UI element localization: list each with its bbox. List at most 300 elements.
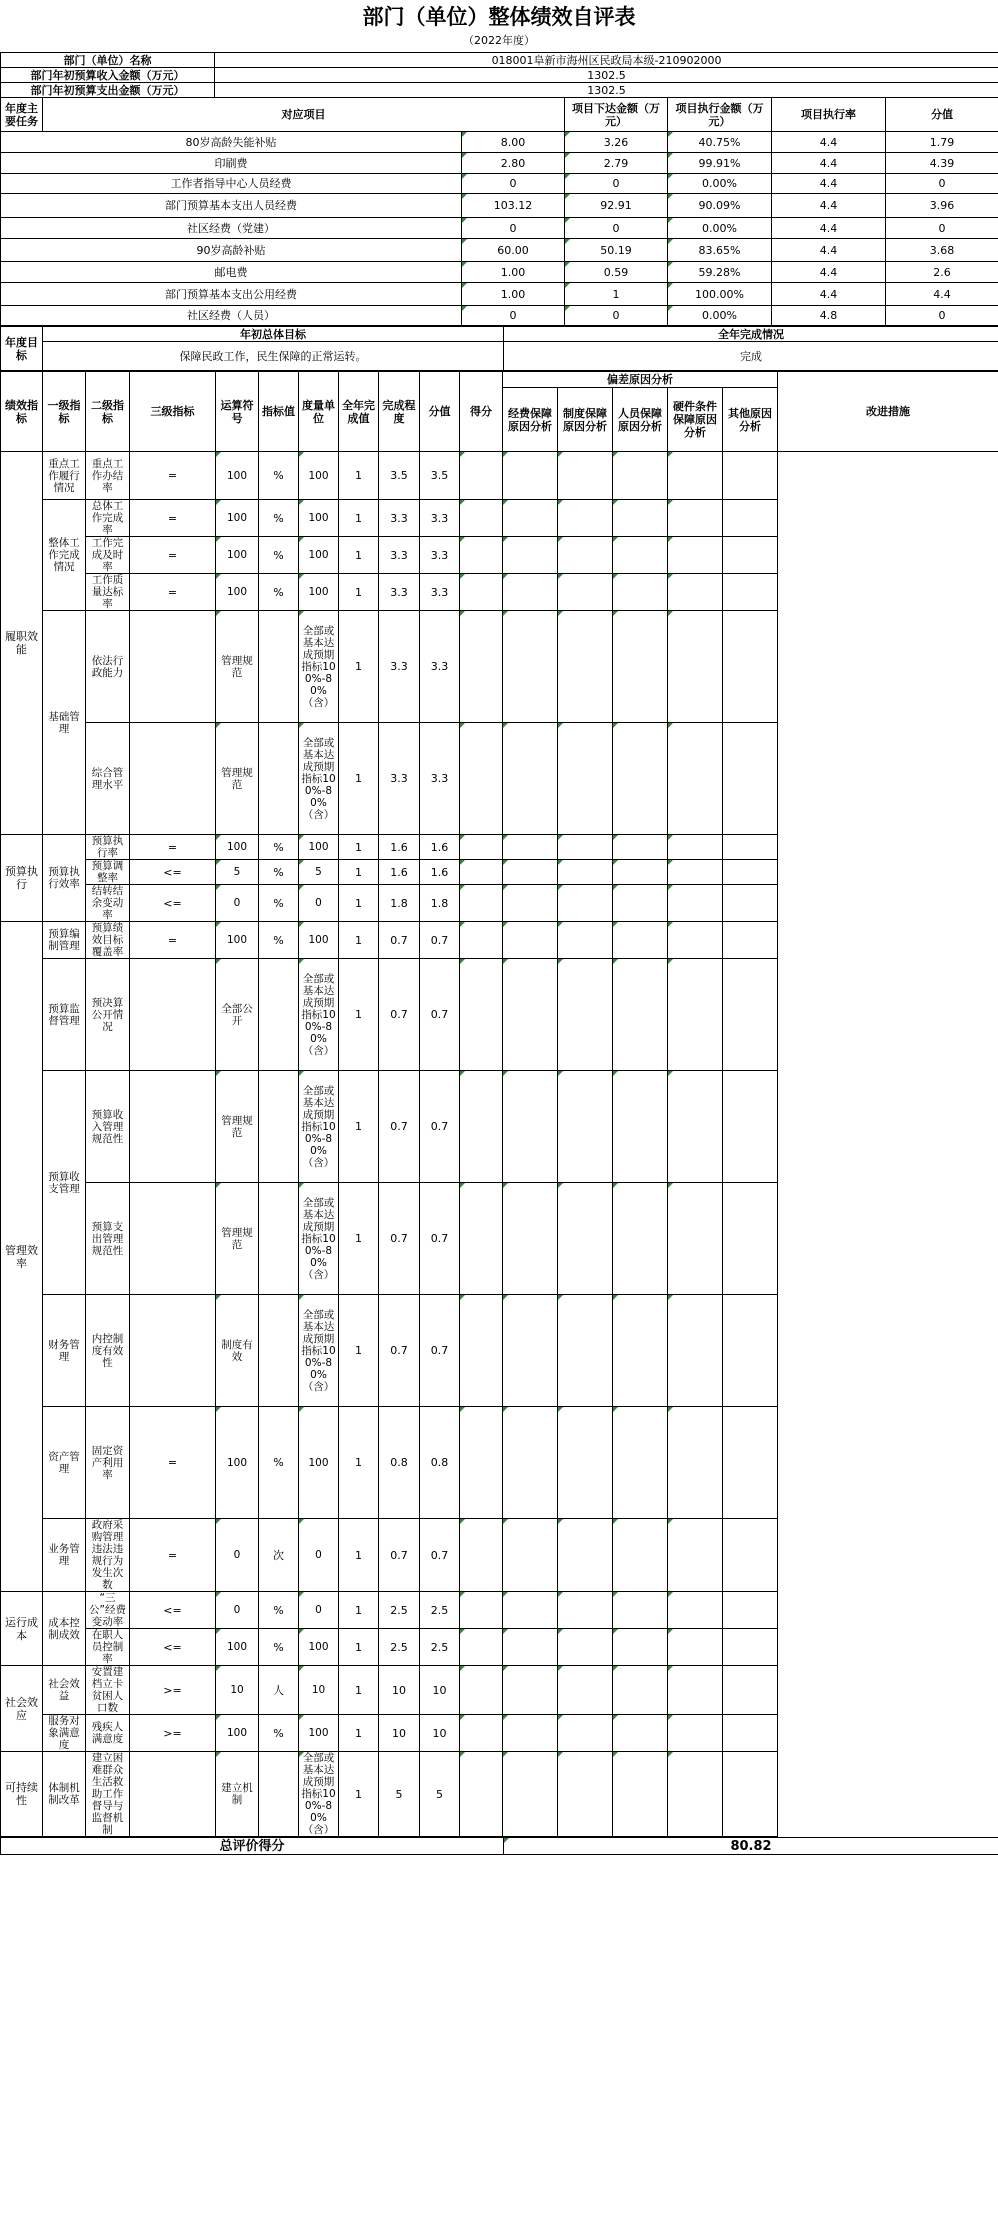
perf-score: 3.3 — [379, 574, 420, 611]
perf-dev-cell — [668, 885, 723, 922]
total-table — [0, 1837, 998, 1855]
task-project-name: 90岁高龄补贴 — [1, 239, 462, 262]
task-exec: 0 — [565, 306, 668, 326]
perf-got: 3.3 — [420, 537, 460, 574]
task-exec: 0 — [565, 174, 668, 194]
task-rate: 100.00% — [668, 283, 772, 306]
perf-dev-cell — [668, 922, 723, 959]
goal-table — [0, 326, 998, 371]
perf-got: 1.6 — [420, 860, 460, 885]
perf-h-l2: 二级指标 — [86, 372, 130, 452]
perf-dev-cell — [558, 922, 613, 959]
total-value: 80.82 — [504, 1838, 998, 1855]
perf-dev-cell — [503, 1592, 558, 1629]
perf-dev-cell — [613, 1295, 668, 1407]
perf-op: = — [130, 537, 216, 574]
perf-dev-cell — [613, 1071, 668, 1183]
perf-fix-cell — [723, 500, 778, 537]
perf-actual: 全部或基本达成预期指标100%-80%（含） — [299, 1071, 339, 1183]
perf-dev-cell — [668, 500, 723, 537]
perf-dev-cell — [460, 860, 503, 885]
perf-op: = — [130, 835, 216, 860]
perf-fix-cell — [723, 452, 778, 500]
perf-dev-cell — [558, 452, 613, 500]
perf-target: 建立机制 — [216, 1752, 259, 1837]
task-project-name: 部门预算基本支出人员经费 — [1, 194, 462, 218]
perf-unit: % — [259, 860, 299, 885]
perf-dev-cell — [613, 1519, 668, 1592]
perf-unit: 人 — [259, 1666, 299, 1715]
perf-got: 0.7 — [420, 959, 460, 1071]
info-task-table — [0, 52, 998, 326]
task-rate: 0.00% — [668, 218, 772, 239]
perf-target: 0 — [216, 1592, 259, 1629]
perf-fix-cell — [723, 1183, 778, 1295]
perf-l2-s10: 业务管理 — [43, 1519, 86, 1592]
perf-target: 100 — [216, 1629, 259, 1666]
task-exec: 92.91 — [565, 194, 668, 218]
perf-dev-cell — [503, 723, 558, 835]
task-exec: 1 — [565, 283, 668, 306]
perf-l3-name: 政府采购管理违法违规行为发生次数 — [86, 1519, 130, 1592]
task-got: 4.4 — [886, 283, 998, 306]
perf-fix-cell — [723, 611, 778, 723]
perf-dev-cell — [613, 611, 668, 723]
perf-dev-cell — [503, 1295, 558, 1407]
perf-unit — [259, 1071, 299, 1183]
perf-degree: 1 — [339, 1071, 379, 1183]
perf-l3-name: 安置建档立卡贫困人口数 — [86, 1666, 130, 1715]
perf-dev-cell — [460, 1629, 503, 1666]
perf-degree: 1 — [339, 1666, 379, 1715]
perf-dev-cell — [668, 1407, 723, 1519]
perf-h-dev1: 经费保障原因分析 — [503, 388, 558, 452]
perf-actual: 0 — [299, 1592, 339, 1629]
perf-target: 管理规范 — [216, 723, 259, 835]
perf-unit: 次 — [259, 1519, 299, 1592]
perf-l1-g6: 可持续性 — [1, 1752, 43, 1837]
perf-dev-cell — [460, 452, 503, 500]
perf-dev-cell — [668, 860, 723, 885]
perf-l2-s2: 整体工作完成情况 — [43, 500, 86, 611]
perf-got: 0.7 — [420, 922, 460, 959]
task-budget: 0 — [462, 306, 565, 326]
task-project-name: 部门预算基本支出公用经费 — [1, 283, 462, 306]
perf-degree: 1 — [339, 1629, 379, 1666]
perf-score: 0.7 — [379, 1519, 420, 1592]
perf-row — [1, 1071, 998, 1183]
perf-dev-cell — [613, 1407, 668, 1519]
perf-fix-cell — [723, 1666, 778, 1715]
perf-fix-cell — [723, 723, 778, 835]
perf-op — [130, 1295, 216, 1407]
perf-dev-cell — [668, 1629, 723, 1666]
perf-dev-cell — [668, 959, 723, 1071]
perf-row — [1, 1715, 998, 1752]
task-got: 0 — [886, 306, 998, 326]
perf-fix-cell — [723, 1295, 778, 1407]
perf-dev-cell — [613, 574, 668, 611]
task-budget: 1.00 — [462, 262, 565, 283]
perf-dev-cell — [668, 1666, 723, 1715]
perf-l2-s7: 预算收支管理 — [43, 1071, 86, 1295]
perf-l2-s8: 财务管理 — [43, 1295, 86, 1407]
task-rate: 0.00% — [668, 306, 772, 326]
expense-label: 部门年初预算支出金额（万元） — [1, 83, 215, 98]
perf-dev-cell — [613, 1183, 668, 1295]
perf-got: 3.3 — [420, 611, 460, 723]
task-budget: 1.00 — [462, 283, 565, 306]
perf-unit — [259, 611, 299, 723]
perf-got: 0.7 — [420, 1071, 460, 1183]
task-score: 4.8 — [772, 306, 886, 326]
dept-name-label: 部门（单位）名称 — [1, 53, 215, 68]
perf-actual: 100 — [299, 452, 339, 500]
perf-dev-cell — [460, 1071, 503, 1183]
perf-l3-name: 结转结余变动率 — [86, 885, 130, 922]
perf-l2-s11: 成本控制成效 — [43, 1592, 86, 1666]
perf-dev-cell — [558, 1183, 613, 1295]
perf-target: 100 — [216, 574, 259, 611]
perf-row — [1, 959, 998, 1071]
perf-got: 0.7 — [420, 1183, 460, 1295]
perf-h-got: 得分 — [460, 372, 503, 452]
perf-actual: 100 — [299, 574, 339, 611]
perf-target: 100 — [216, 537, 259, 574]
perf-fix-cell — [723, 860, 778, 885]
perf-dev-cell — [613, 1592, 668, 1629]
perf-degree: 1 — [339, 922, 379, 959]
perf-unit: % — [259, 885, 299, 922]
perf-rows — [1, 452, 998, 1837]
perf-target: 制度有效 — [216, 1295, 259, 1407]
perf-degree: 1 — [339, 1407, 379, 1519]
perf-degree: 1 — [339, 537, 379, 574]
perf-dev-cell — [613, 922, 668, 959]
perf-h-fix: 改进措施 — [778, 372, 998, 452]
goal-done-header: 全年完成情况 — [504, 327, 998, 342]
perf-l3-name: 预算绩效目标覆盖率 — [86, 922, 130, 959]
perf-op: = — [130, 922, 216, 959]
task-project-name: 工作者指导中心人员经费 — [1, 174, 462, 194]
perf-dev-cell — [558, 1519, 613, 1592]
perf-fix-cell — [723, 1407, 778, 1519]
perf-degree: 1 — [339, 1519, 379, 1592]
perf-fix-cell — [723, 574, 778, 611]
perf-h-dev3: 人员保障原因分析 — [613, 388, 668, 452]
task-budget: 8.00 — [462, 132, 565, 153]
perf-dev-cell — [558, 835, 613, 860]
perf-degree: 1 — [339, 1295, 379, 1407]
perf-dev-cell — [503, 1071, 558, 1183]
perf-unit: % — [259, 452, 299, 500]
perf-dev-cell — [668, 1295, 723, 1407]
task-got: 3.68 — [886, 239, 998, 262]
perf-score: 1.8 — [379, 885, 420, 922]
perf-target: 0 — [216, 885, 259, 922]
perf-score: 3.5 — [379, 452, 420, 500]
perf-row — [1, 885, 998, 922]
perf-actual: 100 — [299, 1629, 339, 1666]
perf-degree: 1 — [339, 1183, 379, 1295]
perf-score: 3.3 — [379, 537, 420, 574]
perf-h-dev: 偏差原因分析 — [503, 372, 778, 388]
goal-plan-text: 保障民政工作，民生保障的正常运转。 — [43, 342, 504, 371]
perf-h-l3: 三级指标 — [130, 372, 216, 452]
perf-l3-name: 预算调整率 — [86, 860, 130, 885]
perf-row — [1, 860, 998, 885]
perf-target: 100 — [216, 1407, 259, 1519]
perf-actual: 全部或基本达成预期指标100%-80%（含） — [299, 1752, 339, 1837]
perf-l1-g1: 履职效能 — [1, 452, 43, 835]
perf-unit — [259, 1752, 299, 1837]
perf-target: 100 — [216, 835, 259, 860]
perf-dev-cell — [558, 959, 613, 1071]
task-got: 2.6 — [886, 262, 998, 283]
perf-dev-cell — [503, 452, 558, 500]
perf-l3-name: 内控制度有效性 — [86, 1295, 130, 1407]
perf-h-op: 运算符号 — [216, 372, 259, 452]
perf-row — [1, 1407, 998, 1519]
perf-op: = — [130, 500, 216, 537]
perf-got: 10 — [420, 1715, 460, 1752]
perf-score: 0.7 — [379, 1295, 420, 1407]
perf-dev-cell — [613, 1715, 668, 1752]
perf-dev-cell — [613, 1629, 668, 1666]
perf-dev-cell — [613, 452, 668, 500]
task-got: 3.96 — [886, 194, 998, 218]
perf-dev-cell — [503, 1519, 558, 1592]
perf-l2-s3: 基础管理 — [43, 611, 86, 835]
perf-got: 5 — [420, 1752, 460, 1837]
perf-degree: 1 — [339, 1592, 379, 1629]
perf-l2-s9: 资产管理 — [43, 1407, 86, 1519]
task-row — [1, 306, 998, 326]
perf-dev-cell — [613, 1752, 668, 1837]
perf-l3-name: 综合管理水平 — [86, 723, 130, 835]
perf-dev-cell — [613, 835, 668, 860]
perf-dev-cell — [558, 1592, 613, 1629]
perf-fix-cell — [723, 885, 778, 922]
perf-l3-name: 预算执行率 — [86, 835, 130, 860]
perf-dev-cell — [613, 1666, 668, 1715]
perf-target: 100 — [216, 500, 259, 537]
perf-score: 0.7 — [379, 1183, 420, 1295]
perf-target: 管理规范 — [216, 611, 259, 723]
perf-dev-cell — [668, 452, 723, 500]
perf-got: 3.5 — [420, 452, 460, 500]
perf-dev-cell — [503, 1183, 558, 1295]
perf-score: 3.3 — [379, 500, 420, 537]
perf-op: = — [130, 574, 216, 611]
perf-l3-name: “三公”经费变动率 — [86, 1592, 130, 1629]
perf-dev-cell — [460, 885, 503, 922]
expense-value: 1302.5 — [215, 83, 998, 98]
task-row — [1, 262, 998, 283]
perf-dev-cell — [613, 723, 668, 835]
task-col-exec: 项目执行金额（万元） — [668, 98, 772, 132]
perf-actual: 全部或基本达成预期指标100%-80%（含） — [299, 723, 339, 835]
task-rate: 0.00% — [668, 174, 772, 194]
perf-l1-g3: 管理效率 — [1, 922, 43, 1592]
perf-op: <= — [130, 1629, 216, 1666]
perf-row — [1, 1183, 998, 1295]
perf-l3-name: 建立困难群众生活救助工作督导与监督机制 — [86, 1752, 130, 1837]
perf-dev-cell — [503, 500, 558, 537]
perf-fix-cell — [723, 1715, 778, 1752]
perf-target: 5 — [216, 860, 259, 885]
perf-dev-cell — [558, 1295, 613, 1407]
perf-dev-cell — [503, 1752, 558, 1837]
perf-got: 1.8 — [420, 885, 460, 922]
perf-dev-cell — [460, 1407, 503, 1519]
perf-got: 2.5 — [420, 1592, 460, 1629]
perf-dev-cell — [558, 1629, 613, 1666]
perf-dev-cell — [460, 1715, 503, 1752]
perf-h-l1: 一级指标 — [43, 372, 86, 452]
task-score: 4.4 — [772, 174, 886, 194]
task-score: 4.4 — [772, 239, 886, 262]
task-rate: 83.65% — [668, 239, 772, 262]
perf-row — [1, 574, 998, 611]
perf-dev-cell — [460, 1592, 503, 1629]
perf-l2-s5: 预算编制管理 — [43, 922, 86, 959]
perf-op — [130, 959, 216, 1071]
task-score: 4.4 — [772, 194, 886, 218]
perf-row — [1, 537, 998, 574]
perf-row — [1, 835, 998, 860]
perf-op — [130, 1752, 216, 1837]
perf-degree: 1 — [339, 860, 379, 885]
perf-row — [1, 1592, 998, 1629]
perf-target: 管理规范 — [216, 1183, 259, 1295]
perf-degree: 1 — [339, 959, 379, 1071]
perf-dev-cell — [558, 1715, 613, 1752]
perf-h-dev2: 制度保障原因分析 — [558, 388, 613, 452]
perf-score: 5 — [379, 1752, 420, 1837]
perf-dev-cell — [460, 537, 503, 574]
perf-score: 0.7 — [379, 959, 420, 1071]
perf-unit — [259, 1295, 299, 1407]
perf-dev-cell — [558, 723, 613, 835]
perf-actual: 10 — [299, 1666, 339, 1715]
task-got: 0 — [886, 174, 998, 194]
perf-dev-cell — [460, 611, 503, 723]
task-exec: 0.59 — [565, 262, 668, 283]
perf-dev-cell — [460, 922, 503, 959]
perf-score: 1.6 — [379, 860, 420, 885]
perf-dev-cell — [460, 1295, 503, 1407]
perf-dev-cell — [613, 500, 668, 537]
task-budget: 60.00 — [462, 239, 565, 262]
perf-row — [1, 611, 998, 723]
perf-row — [1, 1666, 998, 1715]
task-project-name: 印刷费 — [1, 153, 462, 174]
perf-row — [1, 922, 998, 959]
perf-op: >= — [130, 1666, 216, 1715]
task-budget: 2.80 — [462, 153, 565, 174]
perf-l1-g2: 预算执行 — [1, 835, 43, 922]
perf-dev-cell — [503, 959, 558, 1071]
perf-dev-cell — [558, 1666, 613, 1715]
perf-op — [130, 1071, 216, 1183]
dept-name-value: 018001阜新市海州区民政局本级-210902000 — [215, 53, 998, 68]
perf-dev-cell — [503, 574, 558, 611]
task-row — [1, 218, 998, 239]
perf-h-target: 指标值 — [259, 372, 299, 452]
perf-h-degree: 完成程度 — [379, 372, 420, 452]
perf-l3-name: 重点工作办结率 — [86, 452, 130, 500]
perf-dev-cell — [558, 500, 613, 537]
perf-target: 10 — [216, 1666, 259, 1715]
perf-l3-name: 工作质量达标率 — [86, 574, 130, 611]
perf-dev-cell — [668, 723, 723, 835]
perf-dev-cell — [503, 1715, 558, 1752]
perf-unit: % — [259, 1592, 299, 1629]
perf-fix-cell — [723, 959, 778, 1071]
perf-dev-cell — [613, 885, 668, 922]
perf-dev-cell — [668, 1183, 723, 1295]
perf-dev-cell — [668, 1519, 723, 1592]
perf-got: 0.7 — [420, 1519, 460, 1592]
perf-score: 3.3 — [379, 611, 420, 723]
perf-dev-cell — [503, 1666, 558, 1715]
task-got: 0 — [886, 218, 998, 239]
income-value: 1302.5 — [215, 68, 998, 83]
perf-l2-s13: 服务对象满意度 — [43, 1715, 86, 1752]
perf-row — [1, 500, 998, 537]
perf-dev-cell — [460, 1183, 503, 1295]
perf-row — [1, 452, 998, 500]
perf-dev-cell — [503, 835, 558, 860]
perf-l3-name: 预决算公开情况 — [86, 959, 130, 1071]
perf-dev-cell — [558, 611, 613, 723]
perf-actual: 100 — [299, 1407, 339, 1519]
perf-dev-cell — [503, 885, 558, 922]
perf-dev-cell — [460, 835, 503, 860]
perf-actual: 100 — [299, 922, 339, 959]
perf-op — [130, 611, 216, 723]
perf-target: 全部公开 — [216, 959, 259, 1071]
perf-actual: 100 — [299, 1715, 339, 1752]
perf-unit — [259, 723, 299, 835]
perf-score: 2.5 — [379, 1592, 420, 1629]
task-project-name: 社区经费（人员） — [1, 306, 462, 326]
perf-l2-s4: 预算执行效率 — [43, 835, 86, 922]
perf-dev-cell — [460, 959, 503, 1071]
income-label: 部门年初预算收入金额（万元） — [1, 68, 215, 83]
perf-l3-name: 残疾人满意度 — [86, 1715, 130, 1752]
task-score: 4.4 — [772, 153, 886, 174]
task-section-label: 年度主要任务 — [1, 98, 43, 132]
perf-score: 10 — [379, 1666, 420, 1715]
perf-got: 2.5 — [420, 1629, 460, 1666]
perf-row — [1, 1629, 998, 1666]
perf-dev-cell — [460, 1666, 503, 1715]
task-project-name: 80岁高龄失能补贴 — [1, 132, 462, 153]
perf-l2-s6: 预算监督管理 — [43, 959, 86, 1071]
perf-got: 0.8 — [420, 1407, 460, 1519]
perf-actual: 100 — [299, 835, 339, 860]
perf-dev-cell — [503, 860, 558, 885]
perf-l3-name: 预算收入管理规范性 — [86, 1071, 130, 1183]
perf-l1-g5: 社会效应 — [1, 1666, 43, 1752]
perf-degree: 1 — [339, 1715, 379, 1752]
perf-unit — [259, 959, 299, 1071]
perf-table — [0, 371, 998, 1837]
perf-row — [1, 723, 998, 835]
perf-dev-cell — [503, 922, 558, 959]
